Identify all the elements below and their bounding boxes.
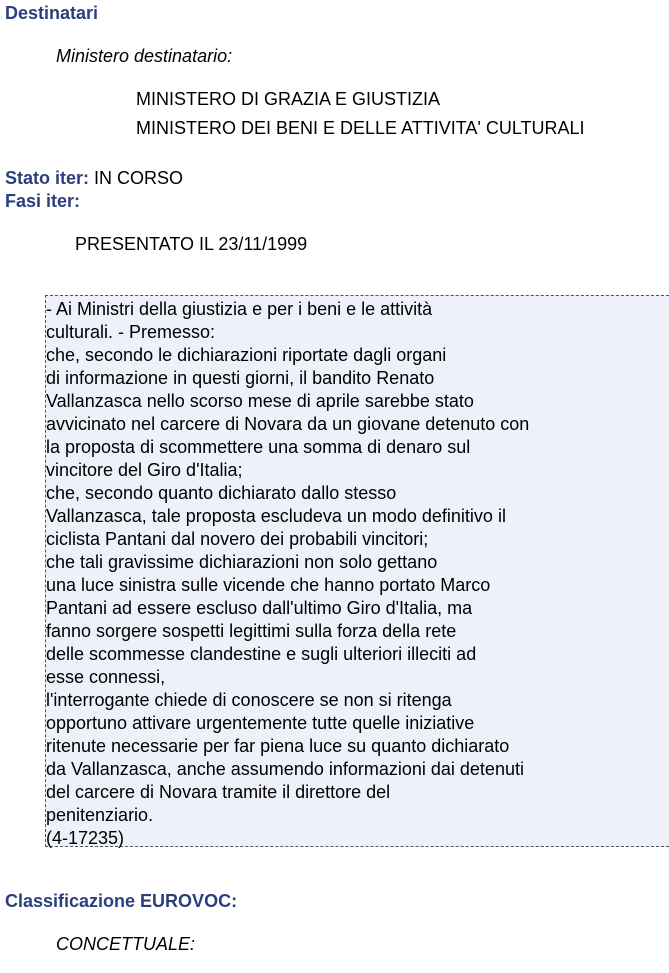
interrogazione-text-box <box>45 295 669 847</box>
text-line: che tali gravissime dichiarazioni non solo gettano <box>46 552 438 572</box>
text-line: la proposta di scommettere una somma di denaro sul <box>46 437 471 457</box>
fasi-iter-label: Fasi iter: <box>5 191 81 211</box>
text-line: esse connessi, <box>46 667 166 687</box>
text-line: (4-17235) <box>46 828 125 848</box>
fase-iter-item: PRESENTATO IL 23/11/1999 <box>75 234 308 254</box>
text-line: Vallanzasca, tale proposta escludeva un modo definitivo il <box>46 506 506 526</box>
text-line: penitenziario. <box>46 805 154 825</box>
text-line: che, secondo quanto dichiarato dallo stesso <box>46 483 397 503</box>
text-line: Vallanzasca nello scorso mese di aprile sarebbe stato <box>46 391 474 411</box>
text-line: fanno sorgere sospetti legittimi sulla forza della rete <box>46 621 457 641</box>
ministero-item: MINISTERO DEI BENI E DELLE ATTIVITA' CULTURALI <box>136 118 585 138</box>
text-line: ciclista Pantani dal novero dei probabili vincitori; <box>46 529 429 549</box>
text-line: di informazione in questi giorni, il bandito Renato <box>46 368 435 388</box>
text-line: Pantani ad essere escluso dall'ultimo Giro d'Italia, ma <box>46 598 473 618</box>
text-line: che, secondo le dichiarazioni riportate dagli organi <box>46 345 447 365</box>
text-line: una luce sinistra sulle vicende che hanno portato Marco <box>46 575 491 595</box>
text-line: culturali. - Premesso: <box>46 322 216 342</box>
text-line: avvicinato nel carcere di Novara da un giovane detenuto con <box>46 414 530 434</box>
text-line: opportuno attivare urgentemente tutte quelle iniziative <box>46 713 475 733</box>
text-line: delle scommesse clandestine e sugli ulteriori illeciti ad <box>46 644 477 664</box>
ministero-item: MINISTERO DI GRAZIA E GIUSTIZIA <box>136 89 441 109</box>
stato-iter-label: Stato iter: <box>5 168 90 188</box>
text-line: del carcere di Novara tramite il direttore del <box>46 782 391 802</box>
concettuale-label: CONCETTUALE: <box>56 934 196 954</box>
stato-iter-value: IN CORSO <box>94 168 184 188</box>
text-line: l'interrogante chiede di conoscere se non si ritenga <box>46 690 452 710</box>
ministero-destinatario-label: Ministero destinatario: <box>56 46 233 66</box>
text-line: da Vallanzasca, anche assumendo informazioni dai detenuti <box>46 759 524 779</box>
classificazione-eurovoc-heading: Classificazione EUROVOC: <box>5 891 238 911</box>
stato-iter-row <box>5 167 183 190</box>
text-line: vincitore del Giro d'Italia; <box>46 460 243 480</box>
text-line: - Ai Ministri della giustizia e per i beni e le attività <box>46 299 433 319</box>
text-line: ritenute necessarie per far piena luce su quanto dichiarato <box>46 736 510 756</box>
destinatari-heading: Destinatari <box>5 3 99 23</box>
